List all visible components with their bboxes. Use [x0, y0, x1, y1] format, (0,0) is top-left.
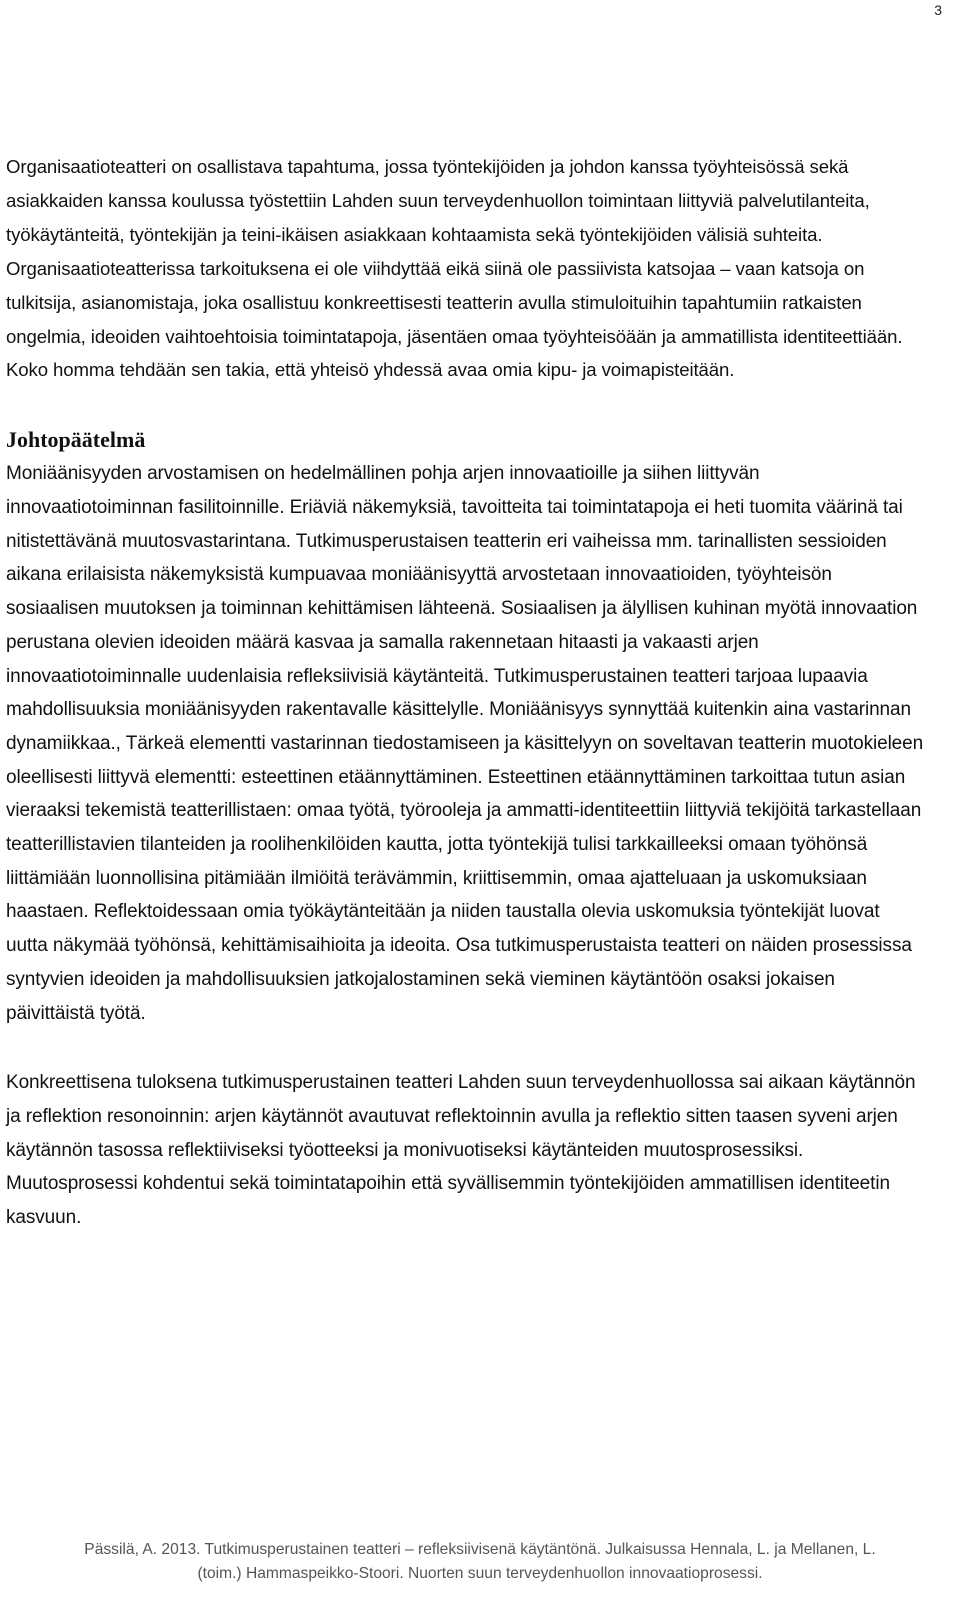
- conclusion-paragraph-2: Konkreettisena tuloksena tutkimusperustainen teatteri Lahden suun terveydenhuollossa sai aikaan käytännön ja reflektion resonoinnin: arjen käytännöt avautuvat reflektoinnin avulla ja reflektio sitten taasen syveni arjen käytännön tasossa reflektiiviseksi työotteeksi ja monivuotiseksi käytänteiden muutosprosessiksi. Muutosprosessi kohdentui sekä toimintatapoihin että syvällisemmin työntekijöiden ammatillisen identiteetin kasvuun.: [6, 1072, 916, 1229]
- intro-paragraph: Organisaatioteatteri on osallistava tapahtuma, jossa työntekijöiden ja johdon kanssa työyhteisössä sekä asiakkaiden kanssa koulussa työstettiin Lahden suun terveydenhuollon toimintaan liittyviä palvelutilanteita, työkäytänteitä, työntekijän ja teini-ikäisen asiakkaan kohtaamista sekä työntekijöiden välisiä suhteita. Organisaatioteatterissa tarkoituksena ei ole viihdyttää eikä siinä ole passiivista katsojaa – vaan katsoja on tulkitsija, asianomistaja, joka osallistuu konkreettisesti teatterin avulla stimuloituihin tapahtumiin ratkaisten ongelmia, ideoiden vaihtoehtoisia toimintatapoja, jäsentäen omaa työyhteisöään ja ammatillista identiteettiään. Koko homma tehdään sen takia, että yhteisö yhdessä avaa omia kipu- ja voimapisteitään.: [6, 156, 903, 381]
- document-body: [6, 150, 926, 1235]
- paragraph-spacer: [6, 1030, 926, 1066]
- footer-line-2: (toim.) Hammaspeikko-Stoori. Nuorten suun terveydenhuollon innovaatioprosessi.: [197, 1565, 763, 1582]
- conclusion-paragraph-1: Moniäänisyyden arvostamisen on hedelmällinen pohja arjen innovaatioille ja siihen liittyvän innovaatiotoiminnan fasilitoinnille. Eriäviä näkemyksiä, tavoitteita tai toimintatapoja ei heti tuomita väärinä tai nitistettävänä muutosvastarintana. Tutkimusperustaisen teatterin eri vaiheissa mm. tarinallisten sessioiden aikana erilaisista näkemyksistä kumpuavaa moniäänisyyttä arvostetaan innovaatioiden, työyhteisön sosiaalisen muutoksen ja toiminnan kehittämisen lähteenä. Sosiaalisen ja älyllisen kuhinan myötä innovaation perustana olevien ideoiden määrä kasvaa ja samalla rakennetaan hitaasti ja vakaasti arjen innovaatiotoiminnalle uudenlaisia refleksiivisiä käytänteitä. Tutkimusperustainen teatteri tarjoaa lupaavia mahdollisuuksia moniäänisyyden rakentavalle käsittelylle. Moniäänisyys synnyttää kuitenkin aina vastarinnan dynamiikkaa., Tärkeä elementti vastarinnan tiedostamiseen ja käsittelyyn on soveltavan teatterin muotokieleen oleellisesti liittyvä elementti: esteettinen etäännyttäminen. Esteettinen etäännyttäminen tarkoittaa tutun asian vieraaksi tekemistä teatterillistaen: omaa työtä, työrooleja ja ammatti-identiteettiin liittyviä tekijöitä tarkastellaan teatterillistavien tilanteiden ja roolihenkilöiden kautta, jotta työntekijä tulisi tarkkailleeksi omaan työhönsä liittämiään luonnollisina pitämiään ilmiöitä terävämmin, kriittisemmin, omaa ajatteluaan ja uskomuksiaan haastaen. Reflektoidessaan omia työkäytänteitään ja niiden taustalla olevia uskomuksia työntekijät luovat uutta näkymää työhönsä, kehittämisaihioita ja ideoita. Osa tutkimusperustaista teatteri on näiden prosessissa syntyvien ideoiden ja mahdollisuuksien jatkojalostaminen sekä vieminen käytäntöön osaksi jokaisen päivittäistä työtä.: [6, 463, 924, 1024]
- footer-line-1: Pässilä, A. 2013. Tutkimusperustainen teatteri – refleksiivisenä käytäntönä. Julkaisussa Hennala, L. ja Mellanen, L.: [84, 1541, 876, 1558]
- footer-citation: [0, 1538, 960, 1586]
- page-number: 3: [934, 2, 942, 18]
- section-heading: Johtopäätelmä: [6, 427, 146, 453]
